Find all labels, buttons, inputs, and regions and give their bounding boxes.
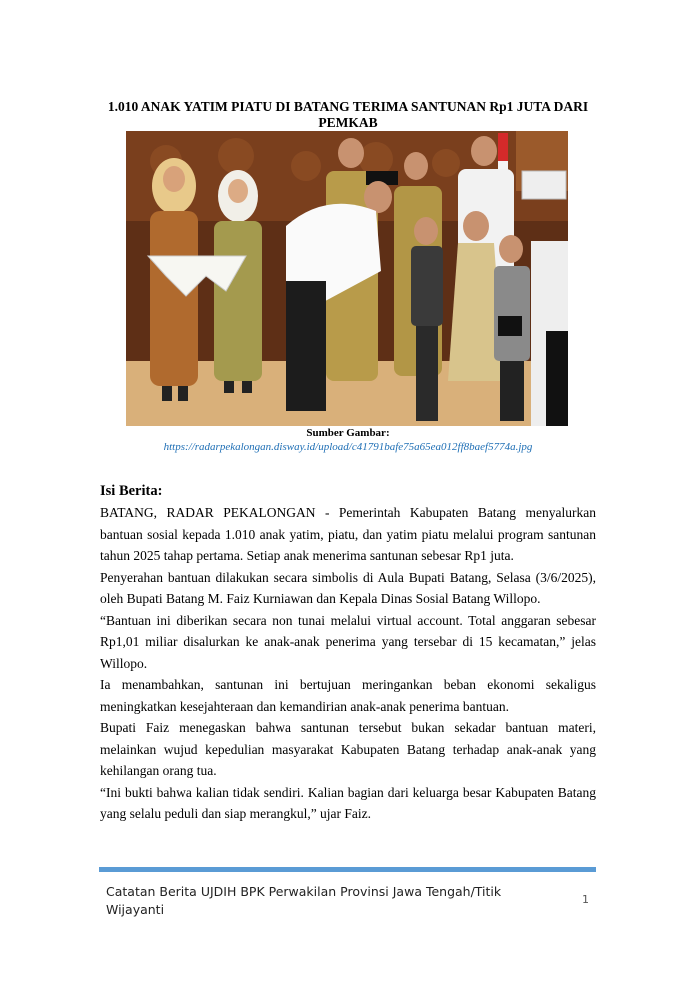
news-photo	[126, 131, 568, 426]
article-body	[100, 502, 596, 825]
paragraph: Ia menambahkan, santunan ini bertujuan meringankan beban ekonomi sekaligus meningkatkan kesejahteraan dan kemandirian anak-anak penerima bantuan.	[100, 677, 596, 714]
paragraph: “Ini bukti bahwa kalian tidak sendiri. Kalian bagian dari keluarga besar Kabupaten Batang yang selalu peduli dan siap merangkul,” ujar Faiz.	[100, 784, 596, 821]
page-number: 1	[582, 893, 589, 906]
image-source-link[interactable]: https://radarpekalongan.disway.id/upload/c41791bafe75a65ea012ff8baef5774a.jpg	[163, 441, 533, 453]
paragraph: “Bantuan ini diberikan secara non tunai melalui virtual account. Total anggaran sebesar Rp1,01 miliar disalurkan ke anak-anak penerima yang tersebar di 15 kecamatan,” jelas Willopo.	[100, 612, 596, 671]
image-source-label: Sumber Gambar:	[306, 427, 390, 439]
paragraph: Bupati Faiz menegaskan bahwa santunan tersebut bukan sekadar bantuan materi, melainkan wujud kepedulian masyarakat Kabupaten Batang terhadap anak-anak yang kehilangan orang tua.	[100, 720, 596, 778]
document-title: 1.010 ANAK YATIM PIATU DI BATANG TERIMA SANTUNAN Rp1 JUTA DARI PEMKAB	[107, 99, 589, 130]
section-heading: Isi Berita:	[100, 483, 163, 499]
footer-note: Catatan Berita UJDIH BPK Perwakilan Provinsi Jawa Tengah/Titik Wijayanti	[106, 884, 502, 917]
paragraph: BATANG, RADAR PEKALONGAN - Pemerintah Kabupaten Batang menyalurkan bantuan sosial kepada 1.010 anak yatim, piatu, dan yatim piatu melalui program santunan tahun 2025 tahap pertama. Setiap anak menerima santunan sebesar Rp1 juta.	[100, 505, 596, 563]
footer-divider	[99, 867, 596, 872]
paragraph: Penyerahan bantuan dilakukan secara simbolis di Aula Bupati Batang, Selasa (3/6/2025), oleh Bupati Batang M. Faiz Kurniawan dan Kepala Dinas Sosial Batang Willopo.	[100, 569, 596, 606]
